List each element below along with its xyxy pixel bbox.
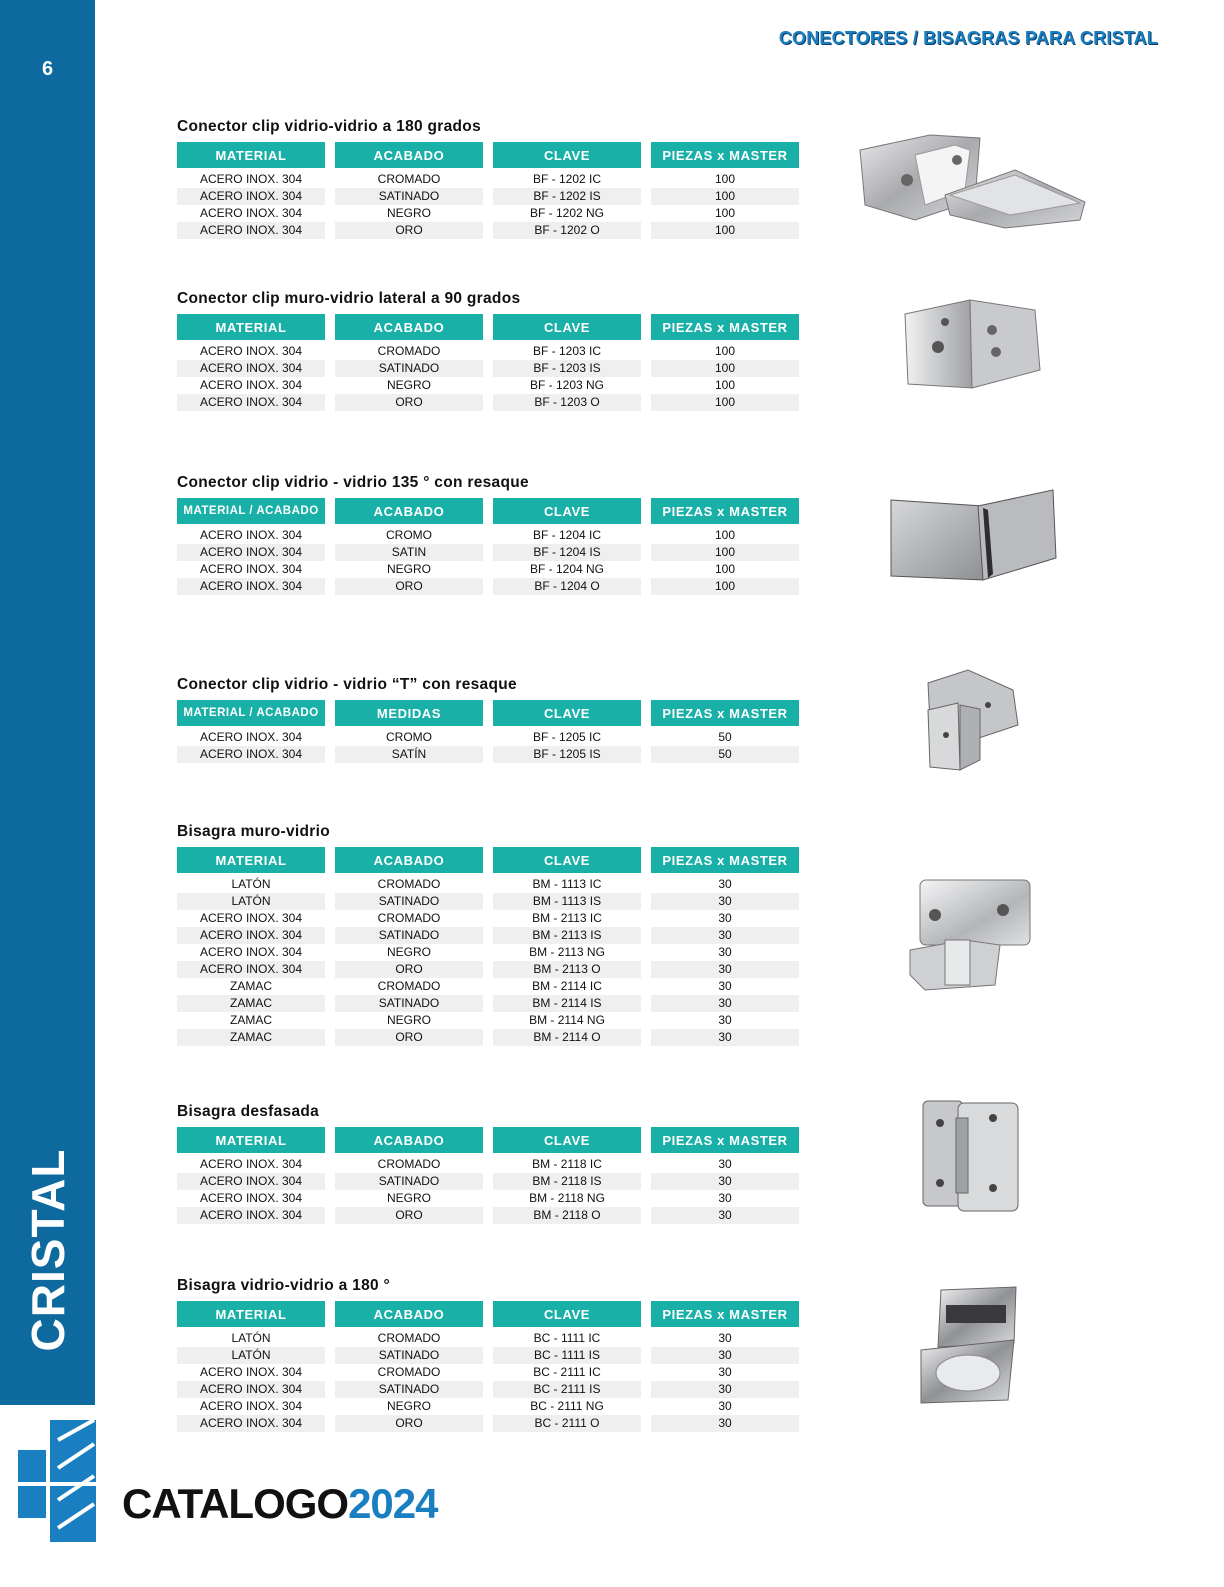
table-cell: ZAMAC [177,995,325,1012]
column-cells [335,1330,483,1432]
table-cell: ZAMAC [177,1029,325,1046]
table-cell: ZAMAC [230,1013,272,1027]
table-cell: 100 [714,344,736,358]
table-column [335,700,483,763]
table-cell: 100 [651,394,799,411]
table-cell: 30 [718,1191,732,1205]
column-header: CLAVE [493,1301,641,1327]
table-cell: BF - 1205 IS [493,746,641,763]
table-column [651,142,799,239]
table-cell: SATINADO [335,995,483,1012]
table-cell: BM - 2118 IS [493,1173,641,1190]
table-cell: LATÓN [231,1331,271,1345]
product-image-bisagra-muro-vidrio [905,875,1035,995]
table-cell: 30 [718,979,732,993]
table-cell: NEGRO [386,1191,431,1205]
table-cell: CROMADO [377,979,441,993]
column-cells [493,876,641,1046]
table-cell: 30 [718,1157,732,1171]
catalog-word: CATALOGO [122,1480,349,1527]
table-cell: BF - 1203 NG [529,378,605,392]
table-cell: ACERO INOX. 304 [199,344,303,358]
table-cell: 30 [651,1207,799,1224]
table-cell: ACERO INOX. 304 [199,1399,303,1413]
table-cell: ACERO INOX. 304 [199,528,303,542]
column-header: PIEZAS x MASTER [651,1127,799,1153]
spec-table [177,700,802,763]
table-cell: CROMADO [377,1157,441,1171]
table-column [177,498,325,595]
table-cell: BF - 1203 O [493,394,641,411]
table-column [335,498,483,595]
section-title: Conector clip vidrio-vidrio a 180 grados [177,118,481,135]
column-cells [651,527,799,595]
table-cell: 30 [718,1399,732,1413]
table-cell: SATINADO [335,927,483,944]
column-header: PIEZAS x MASTER [651,847,799,873]
column-header: ACABADO [335,314,483,340]
table-column [177,314,325,411]
column-cells [177,876,325,1046]
section-bisagra-vidrio-180 [177,1277,802,1432]
table-cell: 100 [651,578,799,595]
table-cell: ACERO INOX. 304 [177,578,325,595]
column-cells [651,729,799,763]
table-cell: 30 [651,1381,799,1398]
column-header: ACABADO [335,1127,483,1153]
table-cell: BM - 1113 IC [532,877,602,891]
table-cell: ORO [335,394,483,411]
column-header: CLAVE [493,700,641,726]
catalog-year: 2024 [348,1480,438,1527]
column-cells [493,1156,641,1224]
table-cell: BC - 2111 O [493,1415,641,1432]
table-cell: 100 [714,172,736,186]
table-cell: 30 [651,995,799,1012]
column-header: CLAVE [493,498,641,524]
table-cell: BM - 2113 IC [532,911,602,925]
table-cell: ACERO INOX. 304 [177,188,325,205]
table-cell: NEGRO [386,1399,431,1413]
table-cell: ACERO INOX. 304 [199,206,303,220]
table-cell: ACERO INOX. 304 [199,1157,303,1171]
column-header: CLAVE [493,314,641,340]
column-cells [335,171,483,239]
column-header: ACABADO [335,498,483,524]
table-cell: BF - 1202 IC [532,172,602,186]
column-cells [493,729,641,763]
column-header: ACABADO [335,847,483,873]
table-cell: BM - 1113 IS [493,893,641,910]
table-column [651,847,799,1046]
table-cell: BF - 1203 IC [532,344,602,358]
table-cell: 100 [714,528,736,542]
table-cell: 50 [651,746,799,763]
table-cell: CROMADO [377,911,441,925]
column-cells [177,527,325,595]
page-number: 6 [41,58,54,80]
column-cells [177,729,325,763]
column-header: PIEZAS x MASTER [651,700,799,726]
column-cells [335,729,483,763]
table-column [335,314,483,411]
table-cell: NEGRO [386,378,431,392]
table-cell: BF - 1202 NG [529,206,605,220]
table-cell: ACERO INOX. 304 [199,1365,303,1379]
spec-table [177,847,802,1046]
column-cells [335,1156,483,1224]
table-cell: CROMADO [377,1331,441,1345]
table-cell: CROMO [386,730,432,744]
table-cell: BF - 1205 IC [532,730,602,744]
table-cell: NEGRO [386,1013,431,1027]
table-cell: CROMADO [377,344,441,358]
section-title: Conector clip vidrio - vidrio 135 ° con resaque [177,474,529,491]
table-cell: LATÓN [177,1347,325,1364]
table-cell: ORO [335,578,483,595]
table-cell: 30 [718,945,732,959]
table-column [493,1127,641,1224]
product-image-bisagra-180 [916,1285,1021,1405]
table-column [335,142,483,239]
section-title: Bisagra desfasada [177,1103,320,1120]
table-cell: ACERO INOX. 304 [199,378,303,392]
product-image-clip-135 [888,488,1058,583]
table-column [335,1301,483,1432]
table-cell: NEGRO [386,206,431,220]
table-cell: BM - 2114 NG [529,1013,605,1027]
column-cells [177,343,325,411]
table-cell: BF - 1202 O [493,222,641,239]
table-column [651,1301,799,1432]
table-column [493,847,641,1046]
column-header: CLAVE [493,1127,641,1153]
table-cell: BM - 2114 IC [532,979,602,993]
column-header: PIEZAS x MASTER [651,1301,799,1327]
table-cell: BM - 2118 NG [529,1191,605,1205]
table-cell: ORO [335,961,483,978]
column-cells [651,343,799,411]
table-cell: BM - 2118 O [493,1207,641,1224]
table-cell: CROMADO [377,172,441,186]
column-header: MEDIDAS [335,700,483,726]
table-column [651,498,799,595]
page-header-title: CONECTORES / BISAGRAS PARA CRISTAL [778,28,1158,48]
spec-table [177,1127,802,1224]
column-header: PIEZAS x MASTER [651,314,799,340]
column-header: MATERIAL [177,1301,325,1327]
column-header: CLAVE [493,142,641,168]
table-cell: ACERO INOX. 304 [177,222,325,239]
table-column [177,1127,325,1224]
table-cell: 30 [718,1331,732,1345]
table-cell: ACERO INOX. 304 [199,911,303,925]
table-cell: 30 [718,911,732,925]
section-title: Conector clip muro-vidrio lateral a 90 grados [177,290,521,307]
section-conector-t [177,676,802,763]
table-cell: BF - 1204 O [493,578,641,595]
table-cell: 30 [651,1415,799,1432]
table-cell: CROMADO [377,1365,441,1379]
table-cell: ACERO INOX. 304 [177,746,325,763]
table-cell: SATIN [335,544,483,561]
table-cell: ACERO INOX. 304 [199,1191,303,1205]
sidebar-band [0,0,95,1405]
table-cell: 30 [651,961,799,978]
section-conector-135 [177,474,802,595]
table-cell: 30 [718,1013,732,1027]
table-cell: CROMADO [377,877,441,891]
table-cell: 100 [714,206,736,220]
product-image-clip-t [918,665,1028,775]
table-cell: BC - 1111 IC [533,1331,601,1345]
table-cell: SATINADO [335,1173,483,1190]
table-cell: 50 [718,730,732,744]
column-header: MATERIAL [177,847,325,873]
table-cell: BF - 1204 IS [493,544,641,561]
table-cell: BC - 2111 IC [533,1365,601,1379]
table-cell: 30 [651,1029,799,1046]
table-cell: ACERO INOX. 304 [177,394,325,411]
table-cell: ACERO INOX. 304 [177,1207,325,1224]
table-column [177,142,325,239]
column-header: MATERIAL / ACABADO [177,700,325,726]
section-conector-180 [177,118,802,239]
table-cell: BF - 1204 NG [529,562,605,576]
table-cell: ACERO INOX. 304 [177,927,325,944]
table-cell: BC - 2111 IS [493,1381,641,1398]
table-cell: ORO [335,1207,483,1224]
table-cell: 100 [651,360,799,377]
catalog-title [122,1480,438,1528]
table-column [493,1301,641,1432]
table-column [493,142,641,239]
table-column [493,498,641,595]
table-cell: SATINADO [335,188,483,205]
column-cells [177,171,325,239]
section-bisagra-muro-vidrio [177,823,802,1046]
table-cell: 30 [651,893,799,910]
table-cell: ZAMAC [230,979,272,993]
column-header: PIEZAS x MASTER [651,142,799,168]
table-cell: BF - 1202 IS [493,188,641,205]
section-title: Bisagra vidrio-vidrio a 180 ° [177,1277,391,1294]
table-cell: 100 [651,188,799,205]
column-cells [651,1156,799,1224]
table-cell: 30 [651,1347,799,1364]
table-column [177,847,325,1046]
column-cells [177,1330,325,1432]
table-cell: BM - 2114 O [493,1029,641,1046]
table-cell: ACERO INOX. 304 [199,172,303,186]
table-cell: 100 [714,378,736,392]
column-header: MATERIAL / ACABADO [177,498,325,524]
column-cells [177,1156,325,1224]
table-column [335,847,483,1046]
table-column [651,700,799,763]
section-title: Bisagra muro-vidrio [177,823,330,840]
column-cells [651,876,799,1046]
product-image-bisagra-desfasada [918,1098,1023,1213]
table-cell: ACERO INOX. 304 [199,562,303,576]
spec-table [177,1301,802,1432]
spec-table [177,142,802,239]
table-cell: ACERO INOX. 304 [199,945,303,959]
table-cell: NEGRO [386,945,431,959]
table-cell: LATÓN [177,893,325,910]
table-cell: BC - 1111 IS [493,1347,641,1364]
table-cell: BC - 2111 NG [530,1399,604,1413]
column-cells [335,876,483,1046]
table-cell: SATÍN [335,746,483,763]
table-column [493,700,641,763]
column-header: MATERIAL [177,314,325,340]
table-cell: CROMO [386,528,432,542]
table-cell: 30 [718,1365,732,1379]
table-cell: BM - 2113 IS [493,927,641,944]
table-cell: ACERO INOX. 304 [177,544,325,561]
column-header: ACABADO [335,1301,483,1327]
table-cell: BM - 2113 NG [529,945,605,959]
table-cell: SATINADO [335,1381,483,1398]
product-image-clip-180 [855,120,1095,235]
company-logo [18,1420,96,1542]
table-cell: 100 [714,562,736,576]
table-cell: SATINADO [335,893,483,910]
section-bisagra-desfasada [177,1103,802,1224]
table-cell: BM - 2113 O [493,961,641,978]
side-category-label: CRISTAL [22,1148,74,1352]
table-cell: SATINADO [335,360,483,377]
table-cell: ORO [335,222,483,239]
column-cells [493,343,641,411]
table-cell: BM - 2118 IC [532,1157,602,1171]
spec-table [177,314,802,411]
table-cell: ORO [335,1029,483,1046]
table-column [651,314,799,411]
table-column [493,314,641,411]
column-cells [335,343,483,411]
table-cell: BM - 2114 IS [493,995,641,1012]
column-header: MATERIAL [177,1127,325,1153]
table-cell: 100 [651,544,799,561]
column-header: PIEZAS x MASTER [651,498,799,524]
spec-table [177,498,802,595]
table-column [651,1127,799,1224]
table-column [177,1301,325,1432]
table-cell: BF - 1204 IC [532,528,602,542]
table-cell: BF - 1203 IS [493,360,641,377]
table-column [177,700,325,763]
table-cell: ACERO INOX. 304 [177,1173,325,1190]
table-cell: LATÓN [231,877,271,891]
column-cells [335,527,483,595]
table-cell: ORO [335,1415,483,1432]
table-cell: ACERO INOX. 304 [177,1415,325,1432]
table-cell: 30 [651,1173,799,1190]
column-cells [493,527,641,595]
column-cells [493,1330,641,1432]
table-cell: 30 [651,927,799,944]
column-cells [651,171,799,239]
table-cell: 100 [651,222,799,239]
column-cells [651,1330,799,1432]
table-cell: NEGRO [386,562,431,576]
table-cell: SATINADO [335,1347,483,1364]
column-header: CLAVE [493,847,641,873]
section-conector-muro-90 [177,290,802,411]
section-title: Conector clip vidrio - vidrio “T” con resaque [177,676,517,693]
column-header: MATERIAL [177,142,325,168]
table-column [335,1127,483,1224]
table-cell: 30 [718,877,732,891]
column-header: ACABADO [335,142,483,168]
table-cell: ACERO INOX. 304 [177,360,325,377]
table-cell: ACERO INOX. 304 [177,961,325,978]
table-cell: ACERO INOX. 304 [177,1381,325,1398]
product-image-clip-90 [900,292,1045,402]
column-cells [493,171,641,239]
table-cell: ACERO INOX. 304 [199,730,303,744]
